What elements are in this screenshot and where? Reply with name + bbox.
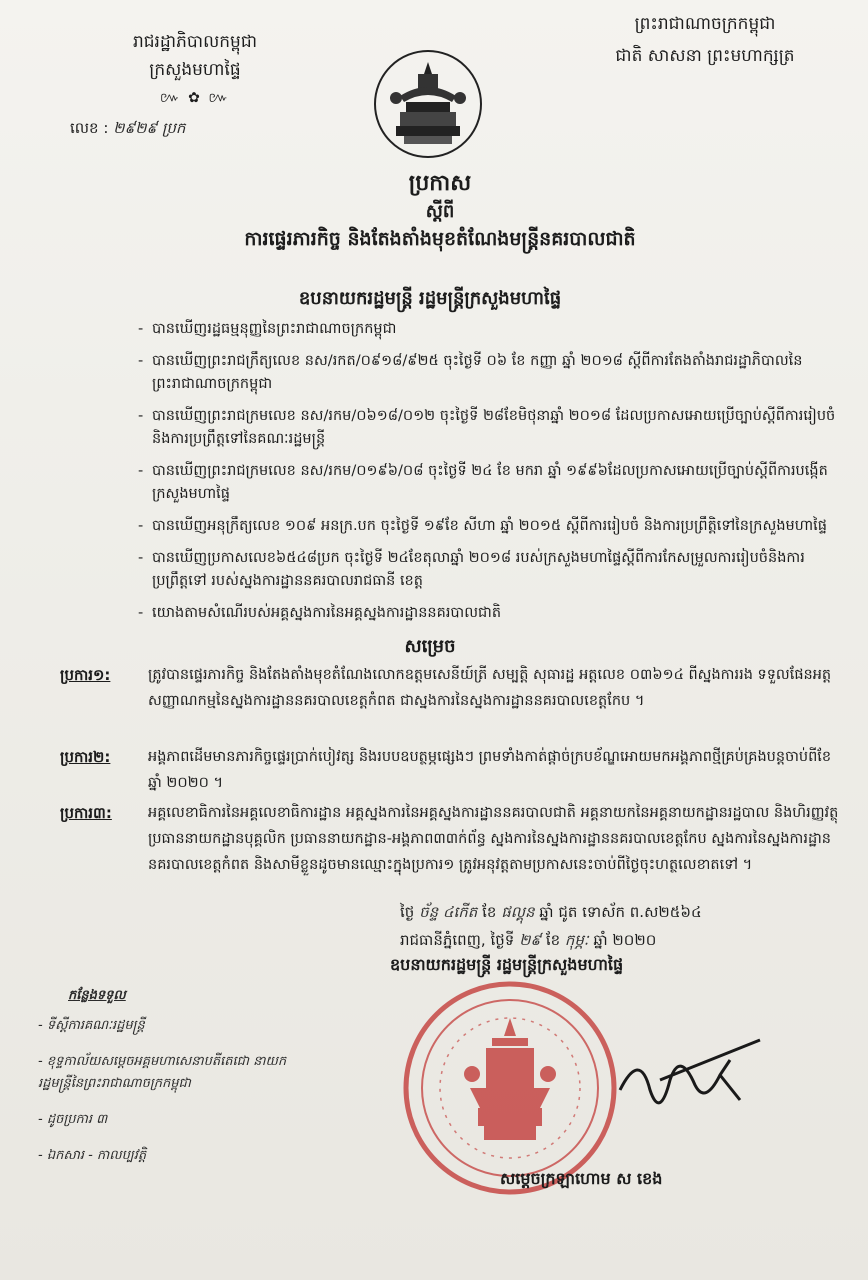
solar-date: រាជធានីភ្នំពេញ, ថ្ងៃទី ២៩ ខែ កុម្ភៈ ឆ្នាំ ២០២០ xyxy=(400,931,657,949)
signatory-name: សម្តេចក្រឡាហោម ស ខេង xyxy=(500,1169,663,1188)
lunar-date: ថ្ងៃ ច័ន្ទ ៤កើត ខែ ផល្គុន ឆ្នាំ ជូត ទោស័ក ព.ស២៥៦៤ xyxy=(400,903,702,921)
header-divider: ៚ ✿ ៚ xyxy=(159,90,231,106)
consideration-item: - យោងតាមសំណើរបស់អគ្គស្នងការនៃអគ្គស្នងការដ្ឋាននគរបាលជាតិ xyxy=(138,605,502,621)
article-label: ប្រការ២: xyxy=(60,748,111,766)
document-about: ស្តីពី xyxy=(425,201,455,222)
reference-value: ២៩២៩ ប្រក xyxy=(113,119,186,137)
recipient-item: - ខុទ្ទកាល័យសម្តេចអគ្គមហាសេនាបតីតេជោ នាយករដ្ឋមន្ត្រីនៃព្រះរាជាណាចក្រកម្ពុជា xyxy=(38,1054,287,1091)
reference-number xyxy=(70,114,320,142)
article-label: ប្រការ៣: xyxy=(60,804,112,822)
date-block xyxy=(400,898,860,954)
recipients-list xyxy=(38,985,298,1181)
article-text: អង្គភាពដើមមានភារកិច្ចផ្ទេរប្រាក់បៀវត្ស និងរបបឧបត្ថម្ភផ្សេងៗ ព្រមទាំងកាត់ផ្តាច់ក្របខ័ណ្ឌអោយមកអង្គភាពថ្មីគ្រប់គ្រងបន្តចាប់ពីខែ ឆ្នាំ ២០២០ ។ xyxy=(148,749,832,791)
consideration-item: - បានឃើញព្រះរាជក្រឹត្យលេខ នស/រកត/០៩១៨/៩២៥ ចុះថ្ងៃទី ០៦ ខែ កញ្ញា ឆ្នាំ ២០១៨ ស្តីពីការតែងតាំងរាជរដ្ឋាភិបាលនៃព្រះរាជាណាចក្រកម្ពុជា xyxy=(138,353,803,392)
decision-heading: សម្រេច xyxy=(404,636,456,657)
consideration-item: - បានឃើញព្រះរាជក្រមលេខ នស/រកម/០១៩៦/០៨ ចុះថ្ងៃទី ២៤ ខែ មករា ឆ្នាំ ១៩៩៦ដែលប្រកាសអោយប្រើច្បាប់ស្តីពីការបង្កើតក្រសួងមហាផ្ទៃ xyxy=(138,463,828,502)
ministry-header xyxy=(70,28,320,142)
issuing-minister: ឧបនាយករដ្ឋមន្ត្រី រដ្ឋមន្ត្រីក្រសួងមហាផ្ទៃ xyxy=(298,288,562,309)
consideration-item: - បានឃើញព្រះរាជក្រមលេខ នស/រកម/០៦១៨/០១២ ចុះថ្ងៃទី ២៨ខែមិថុនាឆ្នាំ ២០១៨ ដែលប្រកាសអោយប្រើច្បាប់ស្តីពីការរៀបចំ និងការប្រព្រឹត្តទៅនៃគណៈរដ្ឋមន្ត្រី xyxy=(138,408,836,447)
ministry-emblem xyxy=(372,48,484,160)
article-3 xyxy=(60,800,840,878)
article-label: ប្រការ១: xyxy=(60,666,111,684)
article-2 xyxy=(60,744,840,796)
article-text: អគ្គលេខាធិការនៃអគ្គលេខាធិការដ្ឋាន អគ្គស្នងការនៃអគ្គស្នងការដ្ឋាននគរបាលជាតិ អគ្គនាយកនៃអគ្គនាយកដ្ឋានរដ្ឋបាល និងហិរញ្ញវត្ថុ ប្រធាននាយកដ្ឋានបុគ្គលិក ប្រធាននាយកដ្ឋាន-អង្គភាព៣៣ក់ព័ន្ធ ស្នងការនៃស្នងការដ្ឋាននគរបាលខេត្តកែប ស្នងការនៃស្នងការដ្ឋាននគរបាលខេត្តកំពត និងសាមីខ្លួនដូចមានឈ្មោះក្នុងប្រការ១ ត្រូវអនុវត្តតាមប្រកាសនេះចាប់ពីថ្ងៃចុះហត្ថលេខាតទៅ ។ xyxy=(148,805,839,873)
recipient-item: - ឯកសារ - កាលប្បវត្តិ xyxy=(38,1148,147,1163)
reference-label: លេខ : xyxy=(70,119,109,137)
article-text: ត្រូវបានផ្ទេរភារកិច្ច និងតែងតាំងមុខតំណែងលោកឧត្តមសេនីយ៍ត្រី សម្បត្តិ សុធារដ្ឋ អត្តលេខ ០៣៦១៤ ពីស្នងការរង ទទួលផែនអត្តសញ្ញាណកម្មនៃស្នងការដ្ឋាននគរបាលខេត្តកំពត ជាស្នងការនៃស្នងការដ្ឋាននគរបាលខេត្តកែប ។ xyxy=(148,667,832,709)
signatory-title: ឧបនាយករដ្ឋមន្ត្រី រដ្ឋមន្ត្រីក្រសួងមហាផ្ទៃ xyxy=(390,955,624,974)
kingdom-header xyxy=(560,8,850,72)
document-type: ប្រកាស xyxy=(408,171,472,196)
recipient-item: - ដូចប្រការ ៣ xyxy=(38,1112,108,1127)
kingdom-name: ព្រះរាជាណាចក្រកម្ពុជា xyxy=(634,14,776,34)
government-name: រាជរដ្ឋាភិបាលកម្ពុជា xyxy=(132,32,258,52)
national-motto: ជាតិ សាសនា ព្រះមហាក្សត្រ xyxy=(615,46,795,66)
recipients-heading: កន្លែងទទួល xyxy=(68,988,126,1003)
document-subject: ការផ្ទេរភារកិច្ច និងតែងតាំងមុខតំណែងមន្ត្រីនគរបាលជាតិ xyxy=(244,228,636,250)
official-seal xyxy=(400,978,620,1198)
consideration-item: - បានឃើញប្រកាសលេខ៦៥៤៨ប្រក ចុះថ្ងៃទី ២៤ខែតុលាឆ្នាំ ២០១៨ របស់ក្រសួងមហាផ្ទៃស្តីពីការកែសម្រួលការរៀបចំនិងការប្រព្រឹត្តទៅ របស់ស្នងការដ្ឋាននគរបាលរាជធានី ខេត្ត xyxy=(138,550,805,589)
handwritten-signature xyxy=(600,1020,800,1140)
document-title-block xyxy=(140,168,740,254)
ministry-name: ក្រសួងមហាផ្ទៃ xyxy=(149,60,241,80)
article-1 xyxy=(60,662,840,714)
considerations-list xyxy=(138,318,838,634)
consideration-item: - បានឃើញអនុក្រឹត្យលេខ ១០៩ អនក្រ.បក ចុះថ្ងៃទី ១៩ខែ សីហា ឆ្នាំ ២០១៥ ស្តីពីការរៀបចំ និងការប្រព្រឹត្តិទៅនៃក្រសួងមហាផ្ទៃ xyxy=(138,518,827,534)
consideration-item: - បានឃើញរដ្ឋធម្មនុញ្ញនៃព្រះរាជាណាចក្រកម្ពុជា xyxy=(138,321,397,337)
recipient-item: - ទីស្តីការគណៈរដ្ឋមន្ត្រី xyxy=(38,1018,145,1033)
